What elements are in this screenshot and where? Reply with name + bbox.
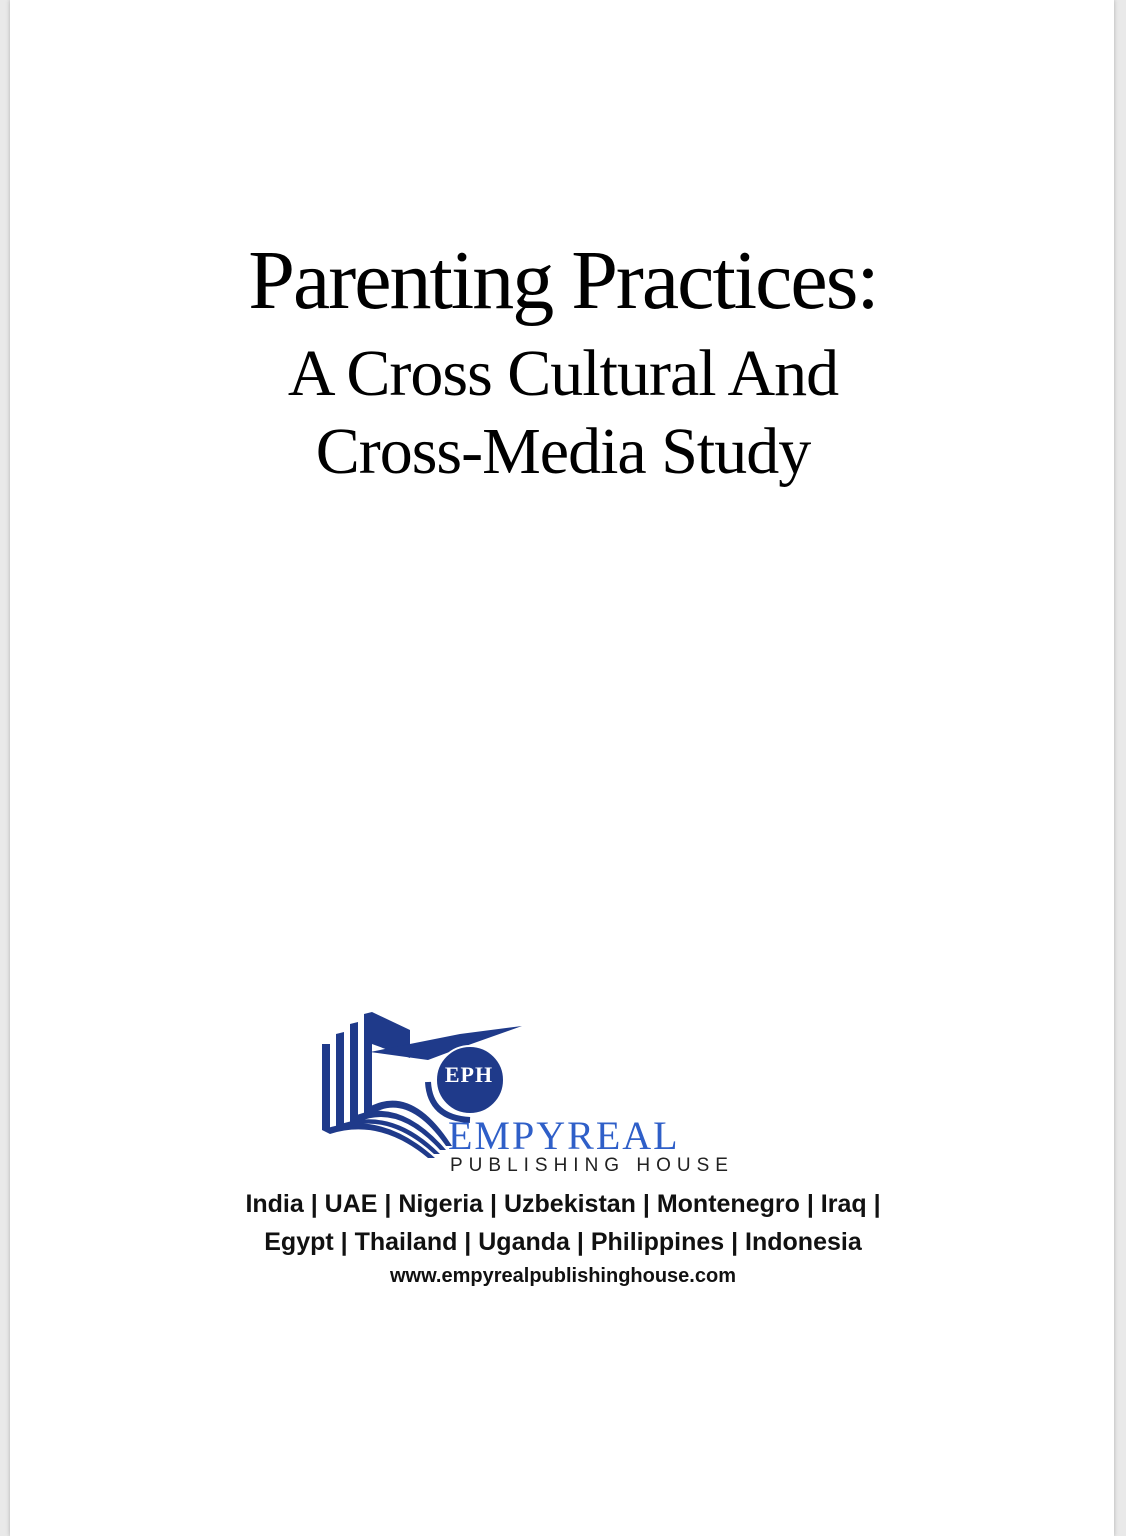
publisher-locations-line2: Egypt | Thailand | Uganda | Philippines | Indonesia	[264, 1228, 862, 1256]
book-subtitle-line1: A Cross Cultural And	[287, 337, 839, 410]
book-subtitle-line2: Cross-Media Study	[315, 415, 811, 488]
publisher-name: EMPYREAL	[448, 1113, 680, 1158]
book-page	[10, 0, 1114, 1536]
publisher-locations-line1: India | UAE | Nigeria | Uzbekistan | Montenegro | Iraq |	[245, 1190, 881, 1218]
logo-initials: EPH	[444, 1062, 494, 1087]
publisher-website: www.empyrealpublishinghouse.com	[390, 1265, 736, 1287]
book-title: Parenting Practices:	[248, 234, 878, 327]
publisher-tagline: PUBLISHING HOUSE	[450, 1155, 734, 1176]
